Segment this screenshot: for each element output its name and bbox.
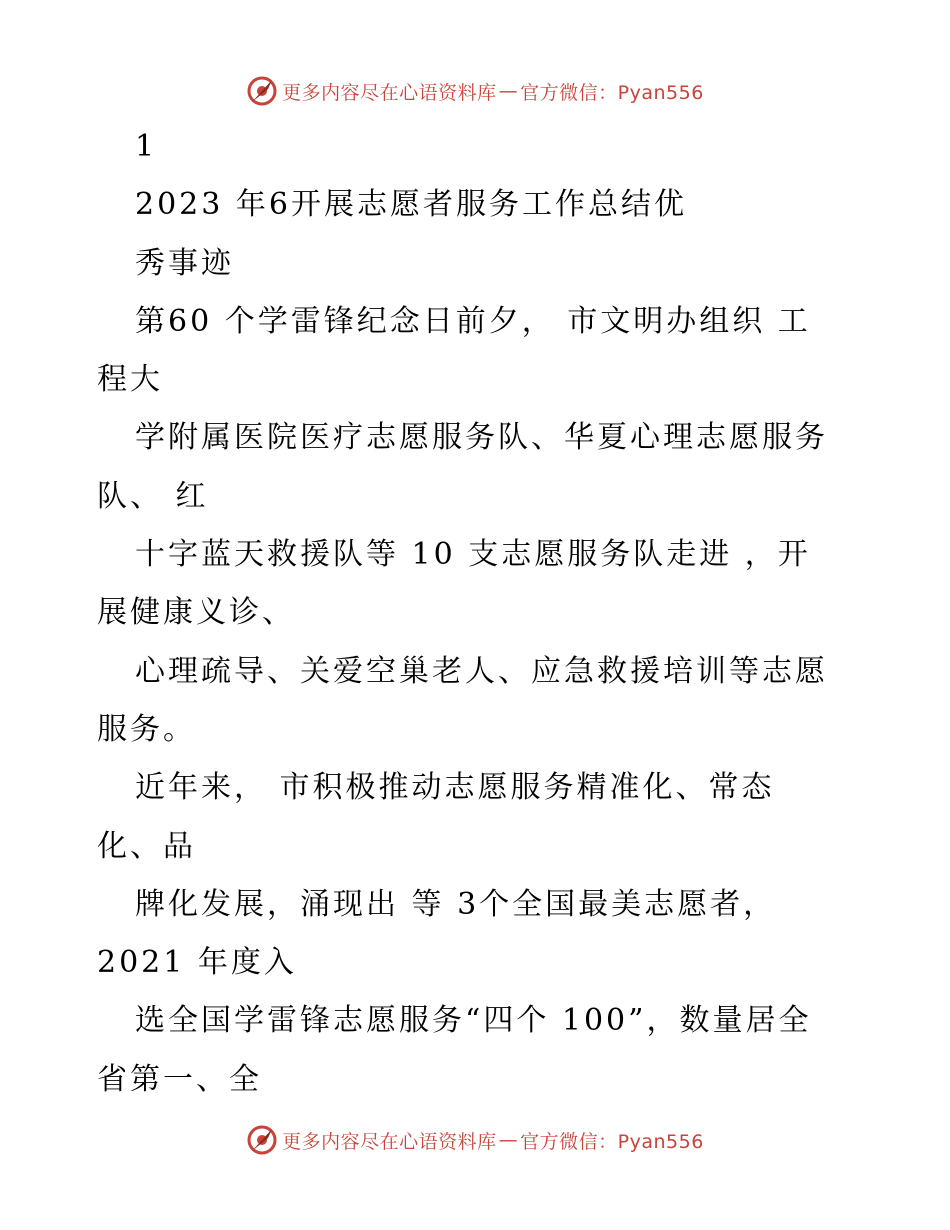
watermark-text: 更多内容尽在心语资料库 bbox=[282, 81, 497, 104]
document-body bbox=[97, 118, 887, 1109]
watermark-account: 官方微信：Pyan556 bbox=[520, 1130, 704, 1153]
text-line: 队、 红 bbox=[97, 478, 209, 514]
quill-circle-icon bbox=[246, 75, 278, 107]
footer-watermark bbox=[0, 1120, 950, 1160]
watermark-account: 官方微信：Pyan556 bbox=[520, 81, 704, 104]
text-line: 2021 年度入 bbox=[97, 945, 297, 981]
header-watermark bbox=[0, 71, 950, 111]
text-line: 程大 bbox=[97, 362, 163, 398]
text-line: 心理疏导、关爱空巢老人、应急救援培训等志愿 bbox=[135, 653, 828, 689]
text-line: 展健康义诊、 bbox=[97, 595, 295, 631]
text-line: 学附属医院医疗志愿服务队、华夏心理志愿服务 bbox=[135, 420, 828, 456]
text-line: 省第一、全 bbox=[97, 1061, 262, 1097]
text-line: 近年来， 市积极推动志愿服务精准化、常态 bbox=[135, 770, 775, 806]
text-line: 化、品 bbox=[97, 828, 196, 864]
quill-circle-icon bbox=[246, 1124, 278, 1156]
text-line: 2023 年6开展志愿者服务工作总结优 bbox=[135, 187, 687, 223]
text-line: 十字蓝天救援队等 10 支志愿服务队走进 ，开 bbox=[135, 537, 811, 573]
text-line: 服务。 bbox=[97, 711, 196, 747]
watermark-dash: — bbox=[498, 1129, 519, 1151]
watermark-text: 更多内容尽在心语资料库 bbox=[282, 1130, 497, 1153]
text-line: 第60 个学雷锋纪念日前夕， 市文明办组织 工 bbox=[135, 303, 811, 339]
text-line: 选全国学雷锋志愿服务“四个 100”，数量居全 bbox=[135, 1003, 812, 1039]
text-line: 秀事迹 bbox=[135, 245, 234, 281]
watermark-dash: — bbox=[498, 80, 519, 102]
text-line: 1 bbox=[135, 129, 158, 164]
text-line: 牌化发展，涌现出 等 3个全国最美志愿者， bbox=[135, 886, 777, 922]
